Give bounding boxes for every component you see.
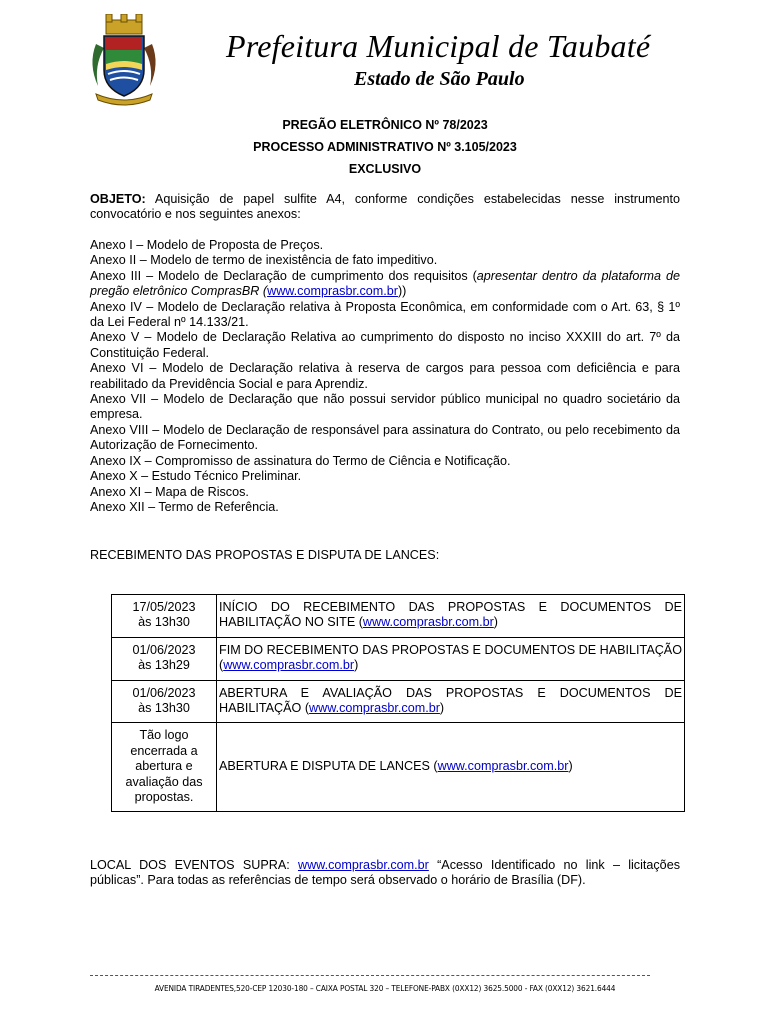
schedule-desc-cell: ABERTURA E DISPUTA DE LANCES (www.comprasbr.com.br) [217,723,685,812]
table-row [112,680,685,723]
comprasbr-link[interactable]: www.comprasbr.com.br [309,701,440,716]
annex-item: Anexo I – Modelo de Proposta de Preços. [90,238,324,252]
annex-item: Anexo X – Estudo Técnico Preliminar. [90,469,302,484]
comprasbr-link[interactable]: www.comprasbr.com.br [437,759,569,774]
footer-divider [90,975,650,976]
annex-item: Anexo VII – Modelo de Declaração que não possui servidor público municipal no quadro societário da empresa. [90,392,680,422]
header-subtitle: Estado de São Paulo [354,68,525,88]
annex-item: Anexo XI – Mapa de Riscos. [90,484,249,499]
comprasbr-link[interactable]: www.comprasbr.com.br [267,284,398,299]
table-row [112,637,685,680]
schedule-date-cell: 17/05/2023 às 13h30 [112,595,217,638]
footer-address: AVENIDA TIRADENTES,520-CEP 12030-180 – CAIXA POSTAL 320 – TELEFONE-PABX (0XX12) 3625.5000 - FAX (0XX12) 3621.6444 [154,983,616,993]
objeto-label: OBJETO: [90,192,146,206]
annex-item: Anexo IV – Modelo de Declaração relativa à Proposta Econômica, em conformidade com o Art. 63, § 1º da Lei Federal nº 14.133/21. [90,299,680,330]
objeto-paragraph [90,192,680,223]
schedule-date-cell: 01/06/2023 às 13h29 [112,637,217,680]
annex-list [90,238,680,515]
annex-item: Anexo VIII – Modelo de Declaração de responsável para assinatura do Contrato, ou pelo recebimento da Autorização de Fornecimento. [90,422,680,453]
coat-of-arms-logo [88,14,160,106]
schedule-table [111,594,685,812]
objeto-text: Aquisição de papel sulfite A4, conforme condições estabelecidas nesse instrumento convocatório e nos seguintes anexos: [90,192,680,222]
header-title: Prefeitura Municipal de Taubaté [226,28,651,64]
heading-pregao: PREGÃO ELETRÔNICO Nº 78/2023 [282,118,488,132]
comprasbr-link[interactable]: www.comprasbr.com.br [362,615,494,630]
annex-item: Anexo VI – Modelo de Declaração relativa à reserva de cargos para pessoa com deficiência e para reabilitado da Previdência Social e para Aprendiz. [90,361,680,391]
annex-item: Anexo II – Modelo de termo de inexistência de fato impeditivo. [90,253,438,268]
comprasbr-link[interactable]: www.comprasbr.com.br [297,858,429,872]
comprasbr-link[interactable]: www.comprasbr.com.br [223,658,355,673]
table-row [112,595,685,638]
local-paragraph: LOCAL DOS EVENTOS SUPRA: www.comprasbr.com.br “Acesso Identificado no link – licitações públicas”. Para todas as referências de tempo será observado o horário de Brasília (DF). [90,858,680,888]
annex-item: Anexo V – Modelo de Declaração Relativa ao cumprimento do disposto no inciso XXXIII do art. 7º da Constituição Federal. [90,330,680,360]
schedule-heading: RECEBIMENTO DAS PROPOSTAS E DISPUTA DE LANCES: [90,548,440,562]
table-row [112,723,685,812]
annex-item: Anexo XII – Termo de Referência. [90,499,279,514]
heading-exclusivo: EXCLUSIVO [348,162,422,176]
schedule-desc-cell: FIM DO RECEBIMENTO DAS PROPOSTAS E DOCUMENTOS DE HABILITAÇÃO (www.comprasbr.com.br) [217,637,685,680]
schedule-date-cell: Tão logo encerrada a abertura e avaliação das propostas. [112,723,217,812]
annex-item: Anexo IX – Compromisso de assinatura do Termo de Ciência e Notificação. [90,453,511,468]
heading-processo: PROCESSO ADMINISTRATIVO Nº 3.105/2023 [253,140,517,154]
schedule-desc-cell: ABERTURA E AVALIAÇÃO DAS PROPOSTAS E DOCUMENTOS DE HABILITAÇÃO (www.comprasbr.com.br) [217,680,685,723]
schedule-date-cell: 01/06/2023 às 13h30 [112,680,217,723]
annex-item: Anexo III – Modelo de Declaração de cumprimento dos requisitos (apresentar dentro da plataforma de pregão eletrônico ComprasBR (www.comprasbr.com.br)) [90,268,680,299]
schedule-desc-cell: INÍCIO DO RECEBIMENTO DAS PROPOSTAS E DOCUMENTOS DE HABILITAÇÃO NO SITE (www.comprasbr.com.br) [217,595,685,638]
